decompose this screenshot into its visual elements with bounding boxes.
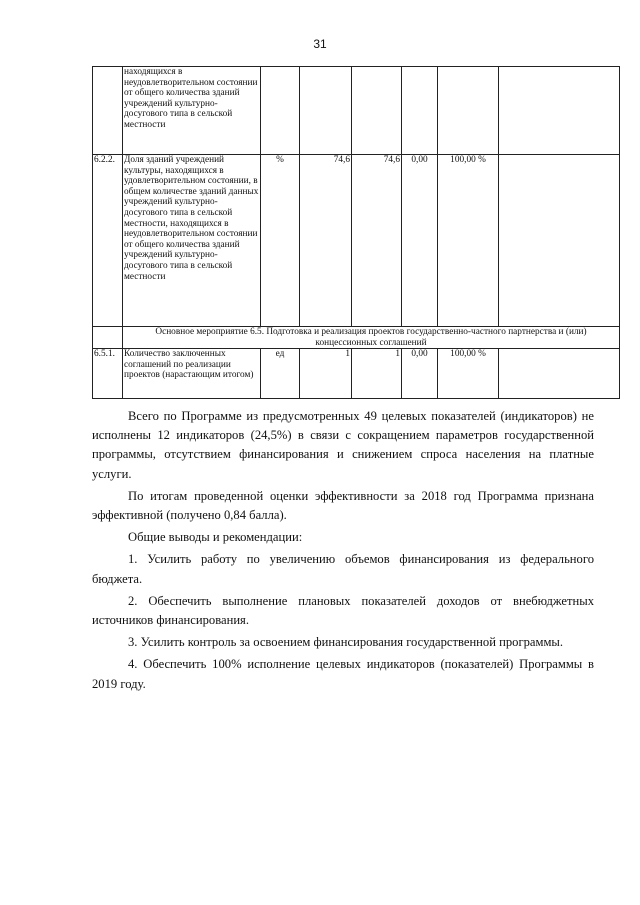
summary-paragraph: Всего по Программе из предусмотренных 49 целевых показателей (индикаторов) не исполнены 12 индикаторов (24,5%) в связи с сокращением параметров государственной программы, отсутствием финансирования и снижением спроса населения на платные услуги. (92, 409, 594, 481)
note-cell (499, 349, 620, 399)
row-number: 6.5.1. (93, 349, 123, 399)
percent-value: 100,00 % (438, 155, 499, 327)
note-cell (499, 155, 620, 327)
recommendation-item: 3. Усилить контроль за освоением финансирования государственной программы. (128, 635, 564, 650)
table-row (93, 155, 620, 327)
section-row (93, 327, 620, 349)
indicator-name: находящихся в неудовлетворительном состоянии от общего количества зданий учреждений культурно-досугового типа в сельской местности (123, 67, 261, 155)
row-number (93, 67, 123, 155)
section-title: Основное мероприятие 6.5. Подготовка и реализация проектов государственно-частного партнерства и (или) концессионных соглашений (123, 327, 620, 349)
percent-value: 100,00 % (438, 349, 499, 399)
fact-value: 1 (352, 349, 402, 399)
deviation-value (402, 67, 438, 155)
assessment-paragraph: По итогам проведенной оценки эффективности за 2018 год Программа признана эффективной (получено 0,84 балла). (92, 488, 594, 523)
recommendation-item: 1. Усилить работу по увеличению объемов финансирования из федерального бюджета. (92, 552, 594, 586)
indicator-name: Количество заключенных соглашений по реализации проектов (нарастающим итогом) (123, 349, 261, 399)
indicators-table (92, 66, 620, 399)
body-text (92, 407, 594, 697)
unit-cell (261, 67, 300, 155)
plan-value (300, 67, 352, 155)
recommendation-item: 2. Обеспечить выполнение плановых показателей доходов от внебюджетных источников финансирования. (92, 593, 594, 628)
percent-value (438, 67, 499, 155)
row-number: 6.2.2. (93, 155, 123, 327)
recommendation-item: 4. Обеспечить 100% исполнение целевых индикаторов (показателей) Программы в 2019 году. (92, 657, 594, 691)
plan-value: 74,6 (300, 155, 352, 327)
table-row (93, 349, 620, 399)
fact-value: 74,6 (352, 155, 402, 327)
page-number: 31 (313, 37, 327, 51)
indicator-name: Доля зданий учреждений культуры, находящихся в удовлетворительном состоянии, в общем количестве зданий данных учреждений культурно-досугового типа в сельской местности, находящихся в неудовлетворительном состоянии от общего количества зданий учреждений культурно-досугового типа в сельской местности (123, 155, 261, 327)
plan-value: 1 (300, 349, 352, 399)
unit-cell: % (261, 155, 300, 327)
note-cell (499, 67, 620, 155)
fact-value (352, 67, 402, 155)
conclusions-heading: Общие выводы и рекомендации: (128, 530, 303, 545)
table-row (93, 67, 620, 155)
deviation-value: 0,00 (402, 155, 438, 327)
unit-cell: ед (261, 349, 300, 399)
deviation-value: 0,00 (402, 349, 438, 399)
